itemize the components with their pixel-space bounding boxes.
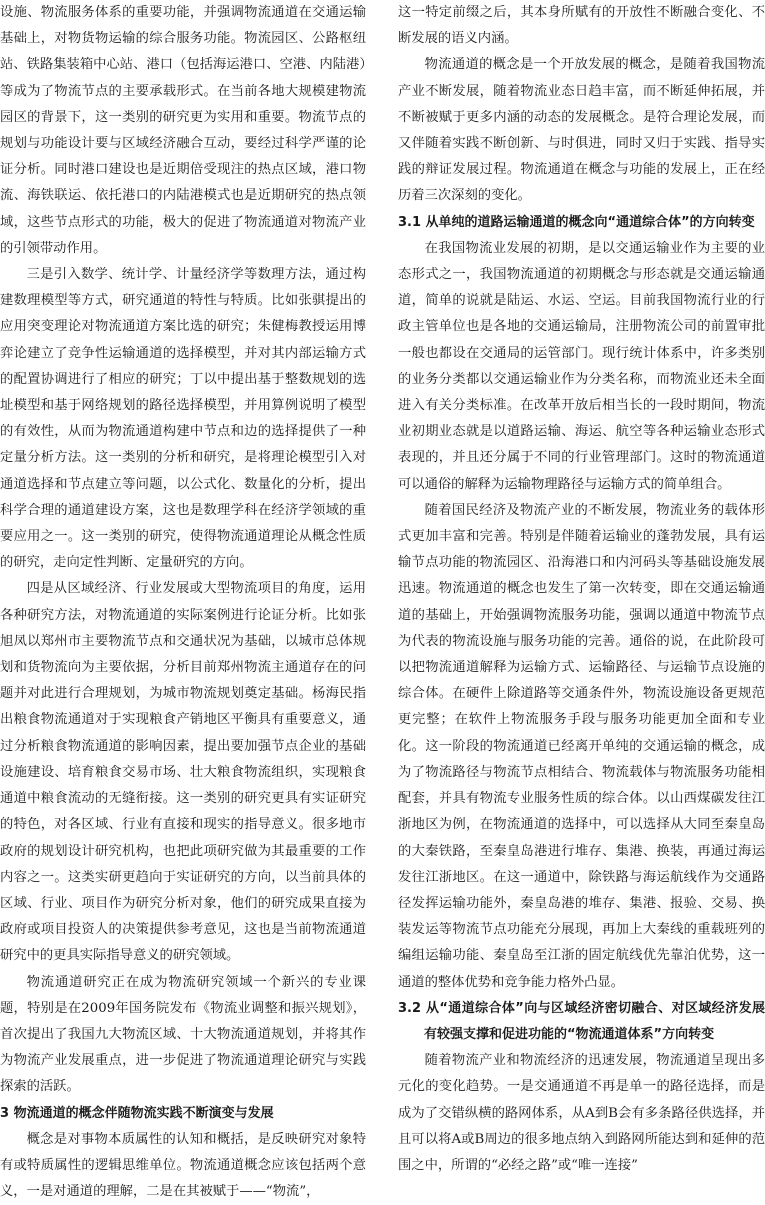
paragraph: 在我国物流业发展的初期，是以交通运输业作为主要的业态形式之一，我国物流通道的初期概念与形态就是交通运输通道，简单的说就是陆运、水运、空运。目前我国物流行业的行政主管单位也是各地的交通运输局，注册物流公司的前置审批一般也都设在交通局的运管部门。现行统计体系中，许多类别的业务分类都以交通运输业作为分类名称，而物流业还未全面进入有关分类标准。在改革开放后相当长的一段时期间，物流业初期业态就是以道路运输、海运、航空等各种运输业态形式表现的，并且还分属于不同的行业管理部门。这时的物流通道可以通俗的解释为运输物理路径与运输方式的简单组合。 bbox=[398, 240, 765, 492]
paragraph: 四是从区域经济、行业发展或大型物流项目的角度，运用各种研究方法，对物流通道的实际案例进行论证分析。比如张旭凤以郑州市主要物流节点和交通状况为基础，以城市总体规划和货物流向为主要依据，分析目前郑州物流主通道存在的问题并对此进行合理规划，为城市物流规划奠定基础。杨海民指出粮食物流通道对于实现粮食产销地区平衡具有重要意义，通过分析粮食物流通道的影响因素，提出要加强节点企业的基础设施建设、培育粮食交易市场、壮大粮食物流组织，实现粮食通道中粮食流动的无缝衔接。这一类别的研究更具有实证研究的特色，对各区域、行业有直接和现实的指导意义。很多地市政府的规划设计研究机构，也把此项研究做为其最重要的工作内容之一。这类实研更趋向于实证研究的方向，以当前具体的区域、行业、项目作为研究分析对象，他们的研究成果直接为政府或项目投资人的决策提供参考意见，这也是当前物流通道研究中的更具实际指导意义的研究领域。 bbox=[0, 581, 366, 964]
paragraph: 设施、物流服务体系的重要功能，并强调物流通道在交通运输基础上，对物货物运输的综合服务功能。物流园区、公路枢纽站、铁路集装箱中心站、港口（包括海运港口、空港、内陆港）等成为了物流节点的主要承载形式。在当前各地大规模建物流园区的背景下，这一类别的研究更为实用和重要。物流节点的规划与功能设计要与区域经济融合互动，要经过科学严谨的论证分析。同时港口建设也是近期倍受现注的热点区域，港口物流、海铁联运、依托港口的内陆港模式也是近期研究的热点领域，这些节点形式的功能，极大的促进了物流通道对物流产业的引领带动作用。 bbox=[0, 5, 366, 256]
paragraph: 随着国民经济及物流产业的不断发展，物流业务的载体形式更加丰富和完善。特别是伴随着运输业的蓬勃发展，具有运输节点功能的物流园区、沿海港口和内河码头等基础设施发展迅速。物流通道的概念也发生了第一次转变，即在交通运输通道的基础上，开始强调物流服务功能，强调以通道中物流节点为代表的物流设施与服务功能的完善。通俗的说，在此阶段可以把物流通道解释为运输方式、运输路径、与运输节点设施的综合体。在硬件上除道路等交通条件外，物流设施设备更规范更完整；在软件上物流服务手段与服务功能更加全面和专业化。这一阶段的物流通道已经离开单纯的交通运输的概念，成为了物流路径与物流节点相结合、物流载体与物流服务功能相配套，并具有物流专业服务性质的综合体。以山西煤碳发往江浙地区为例，在物流通道的选择中，可以选择从大同至秦皇岛的大秦铁路，至秦皇岛港进行堆存、集港、换装，再通过海运发往江浙地区。在这一通道中，除铁路与海运航线作为交通路径发挥运输功能外，秦皇岛港的堆存、集港、报验、交易、换装发运等物流节点功能充分展现，再加上大秦线的重载班列的编组运输功能、秦皇岛至江浙的固定航线优先靠泊优势，这一通道的整体优势和竞争能力格外凸显。 bbox=[398, 502, 765, 990]
left-column bbox=[0, 0, 366, 1205]
paragraph: 概念是对事物本质属性的认知和概括，是反映研究对象特有或特质属性的逻辑思维单位。物流通道概念应该包括两个意义，一是对通道的理解，二是在其被赋于——“物流”， bbox=[0, 1131, 366, 1200]
paragraph: 物流通道研究正在成为物流研究领域一个新兴的专业课题，特别是在2009年国务院发布《物流业调整和振兴规划》，首次提出了我国九大物流区域、十大物流通道规划，并将其作为物流产业发展重点，进一步促进了物流通道理论研究与实践探索的活跃。 bbox=[0, 974, 366, 1095]
section-heading-3-1: 3.1 从单纯的道路运输通道的概念向“通道综合体”的方向转变 bbox=[398, 214, 755, 230]
paragraph: 这一特定前缀之后，其本身所赋有的开放性不断融合变化、不断发展的语义内涵。 bbox=[398, 5, 765, 47]
paragraph: 物流通道的概念是一个开放发展的概念，是随着我国物流产业不断发展，随着物流业态日趋丰富，而不断延伸拓展，并不断被赋于更多内涵的动态的发展概念。是符合理论发展，而又伴随着实践不断创新、与时俱进，同时又归于实践、指导实践的辩证发展过程。物流通道在概念与功能的发展上，正在经历着三次深刻的变化。 bbox=[398, 57, 765, 204]
paragraph: 随着物流产业和物流经济的迅速发展，物流通道呈现出多元化的变化趋势。一是交通通道不再是单一的路径选择，而是成为了交错纵横的路网体系，从A到B会有多条路径供选择，并且可以将A或B周边的很多地点纳入到路网所能达到和延伸的范围之中，所谓的“必经之路”或“唯一连接” bbox=[398, 1053, 765, 1173]
paragraph: 三是引入数学、统计学、计量经济学等数理方法，通过构建数理模型等方式，研究通道的特性与特质。比如张骐提出的应用突变理论对物流通道方案比选的研究；朱健梅教授运用博弈论建立了竞争性运输通道的选择模型，并对其内部运输方式的配置协调进行了相应的研究；丁以中提出基于整数规划的选址模型和基于网络规划的路径选择模型，并用算例说明了模型的有效性，从而为物流通道构建中节点和边的选择提供了一种定量分析方法。这一类别的分析和研究，是将理论模型引入对通道选择和节点建立等问题，以公式化、数量化的分析，提出科学合理的通道建设方案，这也是数理学科在经济学领域的重要应用之一。这一类别的研究，使得物流通道理论从概念性质的研究，走向定性判断、定量研究的方向。 bbox=[0, 267, 366, 571]
section-heading-3: 3 物流通道的概念伴随物流实践不断演变与发展 bbox=[0, 1105, 274, 1121]
section-heading-3-2: 3.2 从“通道综合体”向与区域经济密切融合、对区域经济发展有较强支撑和促进功能的“物流通道体系”方向转变 bbox=[398, 1000, 765, 1042]
right-column bbox=[398, 0, 765, 1179]
